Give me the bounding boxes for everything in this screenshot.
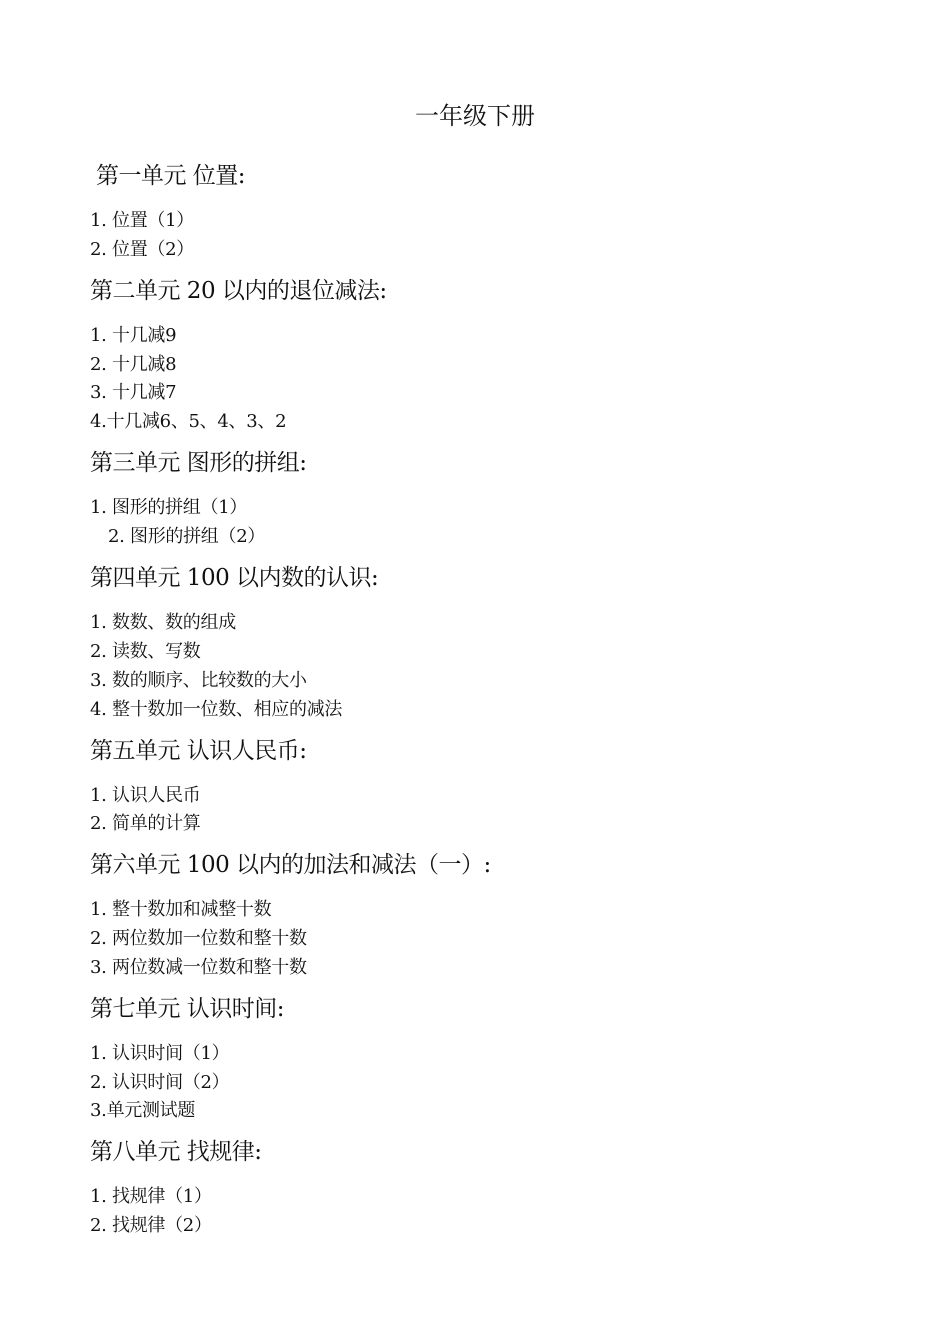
lesson-item: 4. 整十数加一位数、相应的减法 <box>90 699 343 720</box>
lesson-item: 2. 两位数加一位数和整十数 <box>90 928 307 949</box>
page-title: 一年级下册 <box>415 102 535 130</box>
lesson-item: 3.单元测试题 <box>90 1100 196 1121</box>
unit-heading: 第五单元 认识人民币: <box>90 738 307 764</box>
unit-heading: 第八单元 找规律: <box>90 1139 262 1165</box>
lesson-item: 1. 找规律（1） <box>90 1186 212 1207</box>
lesson-item: 1. 位置（1） <box>90 210 194 231</box>
lesson-item: 2. 位置（2） <box>90 239 194 260</box>
unit-heading: 第四单元 100 以内数的认识: <box>90 565 379 591</box>
unit-heading: 第一单元 位置: <box>96 163 246 189</box>
lesson-item: 2. 图形的拼组（2） <box>108 526 266 547</box>
lesson-item: 3. 两位数减一位数和整十数 <box>90 957 307 978</box>
unit-heading: 第三单元 图形的拼组: <box>90 450 307 476</box>
lesson-item: 2. 找规律（2） <box>90 1215 212 1236</box>
unit-heading: 第二单元 20 以内的退位减法: <box>90 278 387 304</box>
lesson-item: 1. 整十数加和减整十数 <box>90 899 272 920</box>
lesson-item: 3. 十几减7 <box>90 382 177 403</box>
lesson-item: 1. 认识人民币 <box>90 785 201 806</box>
lesson-item: 2. 简单的计算 <box>90 813 201 834</box>
lesson-item: 2. 十几减8 <box>90 354 177 375</box>
unit-heading: 第七单元 认识时间: <box>90 996 285 1022</box>
lesson-item: 1. 十几减9 <box>90 325 177 346</box>
lesson-item: 1. 认识时间（1） <box>90 1043 230 1064</box>
lesson-item: 2. 读数、写数 <box>90 641 201 662</box>
unit-heading: 第六单元 100 以内的加法和减法（一）: <box>90 852 491 878</box>
lesson-item: 2. 认识时间（2） <box>90 1072 230 1093</box>
lesson-item: 1. 图形的拼组（1） <box>90 497 248 518</box>
lesson-item: 1. 数数、数的组成 <box>90 612 236 633</box>
lesson-item: 4.十几减6、5、4、3、2 <box>90 411 287 432</box>
lesson-item: 3. 数的顺序、比较数的大小 <box>90 670 307 691</box>
